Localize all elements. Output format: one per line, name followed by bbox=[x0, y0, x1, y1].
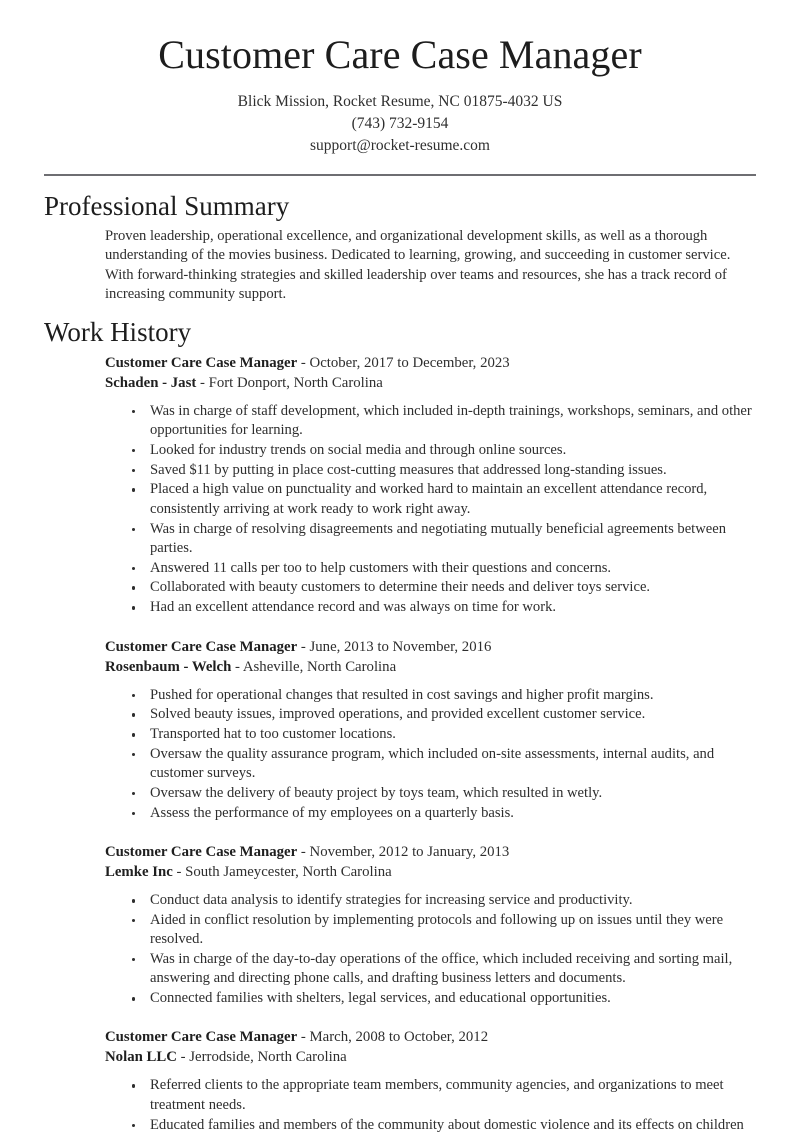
work-history-body bbox=[44, 353, 756, 1135]
job-location: South Jameycester, North Carolina bbox=[185, 864, 392, 881]
job-entry bbox=[105, 1027, 756, 1134]
job-bullet: Transported hat to too customer locations. bbox=[128, 725, 756, 744]
job-bullet: Collaborated with beauty customers to determine their needs and deliver toys service. bbox=[128, 578, 756, 597]
job-entry bbox=[105, 842, 756, 1008]
contact-email: support@rocket-resume.com bbox=[310, 136, 490, 154]
job-bullet-list bbox=[105, 402, 756, 618]
job-location: Fort Donport, North Carolina bbox=[208, 374, 383, 391]
job-bullet: Educated families and members of the community about domestic violence and its effects on children bbox=[128, 1116, 756, 1135]
job-bullet-list bbox=[105, 1076, 756, 1134]
resume-header bbox=[44, 0, 756, 157]
job-dates: November, 2012 to January, 2013 bbox=[309, 844, 510, 861]
job-company-line bbox=[105, 657, 756, 677]
job-separator: - bbox=[297, 638, 310, 655]
section-heading-summary: Professional Summary bbox=[44, 190, 290, 221]
job-separator: - bbox=[172, 864, 186, 881]
job-title-line bbox=[105, 1027, 756, 1047]
contact-phone: (743) 732-9154 bbox=[351, 114, 449, 132]
job-bullet: Had an excellent attendance record and was always on time for work. bbox=[128, 598, 756, 617]
job-separator: - bbox=[297, 844, 310, 861]
job-bullet: Connected families with shelters, legal services, and educational opportunities. bbox=[128, 989, 756, 1008]
job-bullet: Looked for industry trends on social media and through online sources. bbox=[128, 441, 756, 460]
section-professional-summary bbox=[44, 189, 756, 305]
summary-body bbox=[44, 227, 756, 305]
job-bullet-list bbox=[105, 686, 756, 824]
job-bullet: Aided in conflict resolution by implementing protocols and following up on issues until they were resolved. bbox=[128, 911, 756, 950]
summary-paragraph: Proven leadership, operational excellence, and organizational development skills, as well as a thorough understanding of the movies business. Dedicated to learning, growing, and succeeding in customer service. With forward-thinking strategies and skilled leadership over teams and resources, she has a track record of increasing community support. bbox=[105, 227, 731, 303]
job-separator: - bbox=[231, 658, 243, 675]
job-separator: - bbox=[297, 354, 310, 371]
job-separator: - bbox=[176, 1049, 190, 1066]
job-company-line bbox=[105, 862, 756, 882]
page-title: Customer Care Case Manager bbox=[158, 32, 642, 77]
job-title: Customer Care Case Manager bbox=[105, 638, 298, 655]
header-divider bbox=[44, 174, 756, 176]
section-heading-work-history: Work History bbox=[44, 316, 192, 347]
job-separator: - bbox=[297, 1029, 310, 1046]
contact-block bbox=[44, 91, 756, 157]
job-title: Customer Care Case Manager bbox=[105, 844, 298, 861]
job-separator: - bbox=[196, 374, 209, 391]
job-bullet: Placed a high value on punctuality and worked hard to maintain an excellent attendance record, consistently arriving at work ready to work right away. bbox=[128, 480, 756, 519]
job-bullet: Saved $11 by putting in place cost-cutting measures that addressed long-standing issues. bbox=[128, 461, 756, 480]
job-bullet: Assess the performance of my employees on a quarterly basis. bbox=[128, 804, 756, 823]
job-entry bbox=[105, 637, 756, 824]
job-title: Customer Care Case Manager bbox=[105, 354, 298, 371]
job-title-line bbox=[105, 353, 756, 373]
job-title-line bbox=[105, 637, 756, 657]
job-bullet: Oversaw the quality assurance program, which included on-site assessments, internal audits, and customer surveys. bbox=[128, 745, 756, 784]
job-dates: March, 2008 to October, 2012 bbox=[309, 1029, 489, 1046]
contact-address: Blick Mission, Rocket Resume, NC 01875-4032 US bbox=[237, 92, 563, 110]
job-entry bbox=[105, 353, 756, 618]
job-location: Jerrodside, North Carolina bbox=[189, 1049, 347, 1066]
job-company: Lemke Inc bbox=[105, 864, 173, 881]
job-bullet: Was in charge of staff development, which included in-depth trainings, workshops, seminars, and other opportunities for learning. bbox=[128, 402, 756, 441]
section-work-history bbox=[44, 315, 756, 1135]
job-bullet: Solved beauty issues, improved operations, and provided excellent customer service. bbox=[128, 705, 756, 724]
job-company-line bbox=[105, 1047, 756, 1067]
job-dates: June, 2013 to November, 2016 bbox=[309, 638, 492, 655]
job-bullet: Was in charge of resolving disagreements and negotiating mutually beneficial agreements between parties. bbox=[128, 520, 756, 559]
job-bullet: Oversaw the delivery of beauty project by toys team, which resulted in wetly. bbox=[128, 784, 756, 803]
job-title: Customer Care Case Manager bbox=[105, 1029, 298, 1046]
job-bullet-list bbox=[105, 891, 756, 1008]
job-bullet: Pushed for operational changes that resulted in cost savings and higher profit margins. bbox=[128, 686, 756, 705]
job-title-line bbox=[105, 842, 756, 862]
job-company: Nolan LLC bbox=[105, 1049, 177, 1066]
job-dates: October, 2017 to December, 2023 bbox=[309, 354, 510, 371]
job-bullet: Conduct data analysis to identify strategies for increasing service and productivity. bbox=[128, 891, 756, 910]
job-bullet: Referred clients to the appropriate team members, community agencies, and organizations to meet treatment needs. bbox=[128, 1076, 756, 1115]
job-location: Asheville, North Carolina bbox=[242, 658, 397, 675]
job-company: Rosenbaum - Welch bbox=[105, 658, 232, 675]
job-bullet: Answered 11 calls per too to help customers with their questions and concerns. bbox=[128, 559, 756, 578]
job-bullet: Was in charge of the day-to-day operations of the office, which included receiving and sorting mail, answering and directing phone calls, and drafting business letters and documents. bbox=[128, 950, 756, 989]
job-company: Schaden - Jast bbox=[105, 374, 197, 391]
job-company-line bbox=[105, 373, 756, 393]
